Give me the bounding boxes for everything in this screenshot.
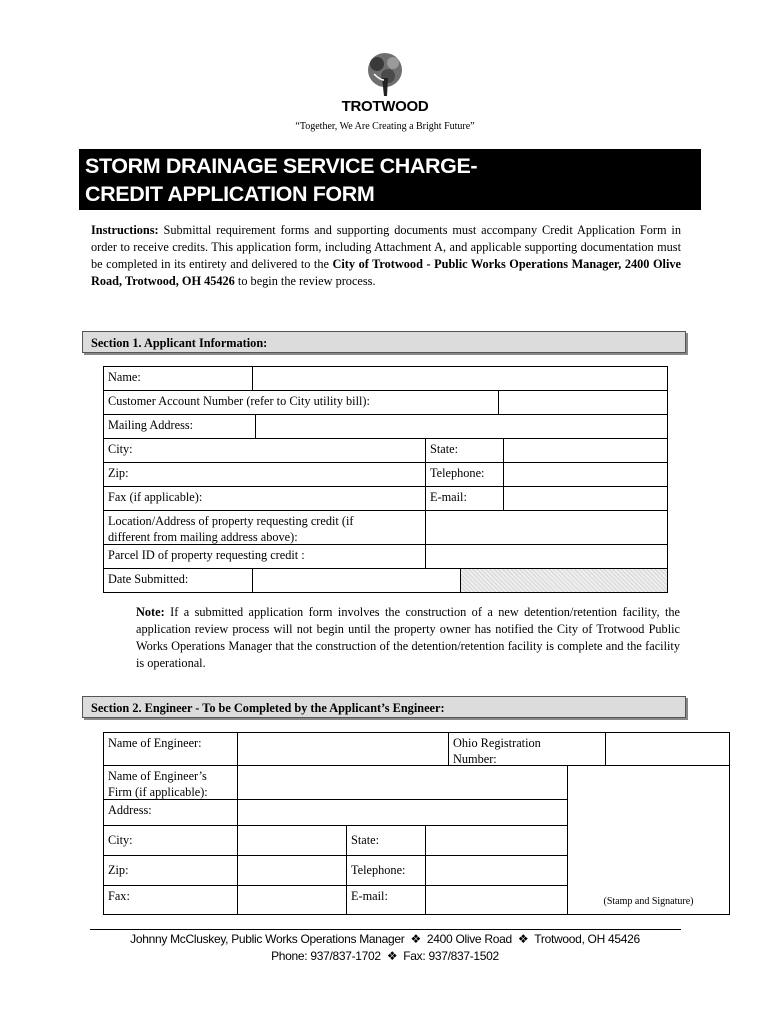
registration-line2: Number: — [453, 752, 497, 766]
section2-heading: Section 2. Engineer - To be Completed by the Applicant’s Engineer: — [82, 696, 686, 718]
property-location-field[interactable] — [425, 510, 668, 545]
engineer-city-label: City: — [103, 825, 238, 856]
registration-label — [448, 732, 606, 766]
name-field[interactable] — [252, 366, 668, 391]
org-name: TROTWOOD — [341, 98, 429, 115]
engineer-telephone-field[interactable] — [425, 855, 568, 886]
city-field[interactable] — [103, 438, 426, 463]
diamond-icon: ❖ — [517, 932, 529, 946]
engineer-state-label: State: — [346, 825, 426, 856]
tree-logo-icon — [360, 50, 410, 100]
mailing-address-field[interactable] — [255, 414, 668, 439]
tagline: “Together, We Are Creating a Bright Future” — [295, 121, 475, 132]
name-label: Name: — [103, 366, 253, 391]
property-location-label — [103, 510, 426, 545]
instructions-text: Submittal requirement forms and supporting documents must accompany Credit Application Form in order to receive credits. This application form, including Attachment A, and applicable supporting documentation must be completed in its entirety and delivered to the — [91, 223, 681, 271]
state-label: State: — [425, 438, 504, 463]
delivery-address: City of Trotwood - Public Works Operations Manager, 2400 Olive Road, Trotwood, OH 45426 — [91, 257, 681, 288]
firm-line1: Name of Engineer’s — [108, 769, 207, 783]
stamp-signature-label: (Stamp and Signature) — [603, 896, 694, 907]
engineer-state-field[interactable] — [425, 825, 568, 856]
engineer-telephone-label: Telephone: — [346, 855, 426, 886]
date-submitted-label: Date Submitted: — [103, 568, 253, 593]
section1-heading: Section 1. Applicant Information: — [82, 331, 686, 353]
email-label: E-mail: — [425, 486, 504, 511]
engineer-fax-field[interactable] — [237, 885, 347, 915]
footer-divider — [90, 929, 681, 930]
property-location-line1: Location/Address of property requesting credit (if — [108, 514, 354, 528]
engineer-city-field[interactable] — [237, 825, 347, 856]
parcel-id-field[interactable] — [425, 544, 668, 569]
engineer-email-label: E-mail: — [346, 885, 426, 915]
shaded-cell — [460, 568, 668, 593]
engineer-name-field[interactable] — [237, 732, 449, 766]
footer-fax: Fax: 937/837-1502 — [403, 949, 499, 963]
mailing-address-label: Mailing Address: — [103, 414, 256, 439]
stamp-signature-box[interactable] — [567, 765, 730, 915]
firm-label — [103, 765, 238, 800]
note-text: If a submitted application form involves the construction of a new detention/retention facility, the application review process will not begin until the property owner has notified the City of Trotwood Public Works Operations Manager that the construction of the detention/retention facility is complete and the facility is operational. — [136, 605, 680, 670]
address-field[interactable] — [237, 799, 568, 826]
engineer-zip-label: Zip: — [103, 855, 238, 886]
diamond-icon: ❖ — [410, 932, 421, 946]
instructions — [91, 222, 681, 290]
engineer-zip-field[interactable] — [237, 855, 347, 886]
property-location-line2: different from mailing address above): — [108, 530, 298, 544]
note — [136, 604, 680, 672]
telephone-label: Telephone: — [425, 462, 504, 487]
form-title-banner — [79, 149, 701, 210]
form-title-line1: STORM DRAINAGE SERVICE CHARGE- — [85, 154, 478, 178]
footer-line2 — [0, 949, 770, 963]
firm-field[interactable] — [237, 765, 568, 800]
footer-phone: Phone: 937/837-1702 — [271, 949, 381, 963]
footer-line1 — [0, 932, 770, 946]
footer-contact-name: Johnny McCluskey, Public Works Operations Manager — [130, 932, 405, 946]
state-field[interactable] — [503, 438, 668, 463]
telephone-field[interactable] — [503, 462, 668, 487]
firm-line2: Firm (if applicable): — [108, 785, 208, 799]
date-submitted-field[interactable] — [252, 568, 461, 593]
account-number-field[interactable] — [498, 390, 668, 415]
city-label: City: — [108, 442, 133, 456]
footer-city: Trotwood, OH 45426 — [534, 932, 640, 946]
account-number-label: Customer Account Number (refer to City utility bill): — [103, 390, 499, 415]
registration-line1: Ohio Registration — [453, 736, 541, 750]
instructions-text-end: to begin the review process. — [234, 274, 376, 288]
footer-street: 2400 Olive Road — [426, 932, 512, 946]
registration-field[interactable] — [605, 732, 730, 766]
note-label: Note: — [136, 605, 165, 619]
fax-label: Fax (if applicable): — [108, 490, 203, 504]
parcel-id-label: Parcel ID of property requesting credit : — [103, 544, 426, 569]
diamond-icon: ❖ — [386, 949, 398, 963]
address-label: Address: — [103, 799, 238, 826]
engineer-email-field[interactable] — [425, 885, 568, 915]
form-title-line2: CREDIT APPLICATION FORM — [85, 182, 375, 206]
engineer-fax-label: Fax: — [103, 885, 238, 915]
fax-field[interactable] — [103, 486, 426, 511]
email-field[interactable] — [503, 486, 668, 511]
engineer-name-label: Name of Engineer: — [103, 732, 238, 766]
zip-field[interactable] — [103, 462, 426, 487]
zip-label: Zip: — [108, 466, 129, 480]
instructions-label: Instructions: — [91, 223, 159, 237]
